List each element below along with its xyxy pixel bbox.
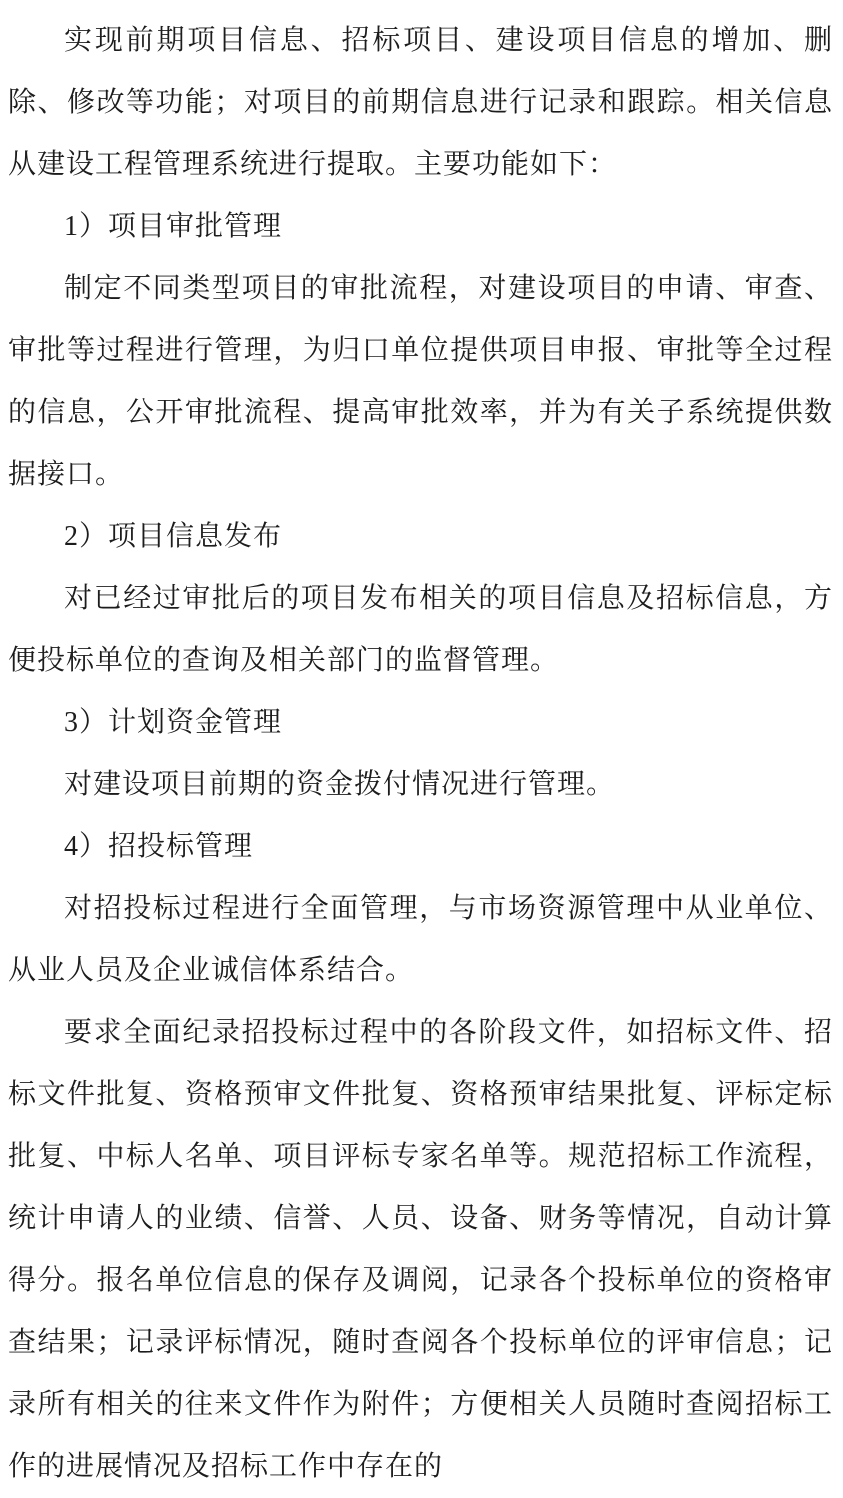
heading-bid-management: 4）招投标管理 — [64, 831, 254, 862]
paragraph-bid-detail: 对招投标过程进行全面管理，与市场资源管理中从业单位、从业人员及企业诚信体系结合。 — [8, 893, 833, 986]
paragraph-approval-detail: 制定不同类型项目的审批流程，对建设项目的申请、审查、审批等过程进行管理，为归口单位提供项目申报、审批等全过程的信息，公开审批流程、提高审批效率，并为有关子系统提供数据接口。 — [8, 273, 833, 490]
heading-project-approval: 1）项目审批管理 — [64, 211, 283, 242]
paragraph-funds-detail: 对建设项目前期的资金拨付情况进行管理。 — [64, 769, 616, 800]
heading-info-publish: 2）项目信息发布 — [64, 521, 283, 552]
paragraph-intro: 实现前期项目信息、招标项目、建设项目信息的增加、删除、修改等功能；对项目的前期信息进行记录和跟踪。相关信息从建设工程管理系统进行提取。主要功能如下： — [8, 25, 833, 180]
heading-plan-funds: 3）计划资金管理 — [64, 707, 283, 738]
paragraph-bid-records: 要求全面纪录招投标过程中的各阶段文件，如招标文件、招标文件批复、资格预审文件批复、资格预审结果批复、评标定标批复、中标人名单、项目评标专家名单等。规范招标工作流程，统计申请人的业绩、信誉、人员、设备、财务等情况，自动计算得分。报名单位信息的保存及调阅，记录各个投标单位的资格审查结果；记录评标情况，随时查阅各个投标单位的评审信息；记录所有相关的往来文件作为附件；方便相关人员随时查阅招标工作的进展情况及招标工作中存在的 — [8, 1017, 833, 1482]
paragraph-publish-detail: 对已经过审批后的项目发布相关的项目信息及招标信息，方便投标单位的查询及相关部门的监督管理。 — [8, 583, 833, 676]
